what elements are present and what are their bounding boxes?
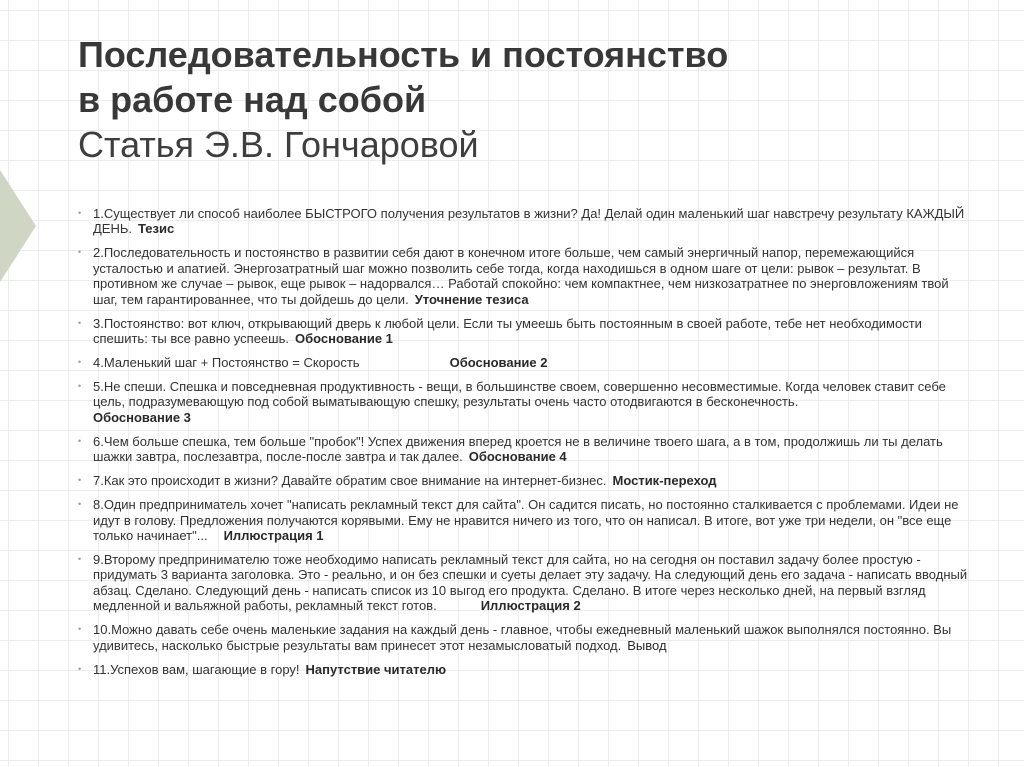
item-tag: Иллюстрация 1 [223, 528, 324, 544]
list-item [78, 622, 968, 653]
list-item [78, 245, 968, 307]
list-item [78, 379, 968, 425]
list-item [78, 355, 968, 370]
item-tag: Обоснование 3 [93, 409, 191, 425]
item-tag: Тезис [138, 221, 175, 237]
item-tag: Обоснование 2 [449, 355, 548, 371]
list-item [78, 206, 968, 237]
item-text: 8.Один предприниматель хочет "написать рекламный текст для сайта". Он садится писать, но постоянно сталкивается с проблемами. Идеи не идут в голову. Предложения получаются корявыми. Ему не нравится ничего из того, что он написал. В итоге, вот уже три недели, он "все еще только начинает"... [93, 497, 959, 544]
bullet-icon: • [78, 381, 82, 392]
list-item [78, 316, 968, 347]
title-line-1: Последовательность и постоянство [78, 34, 729, 75]
list-item [78, 662, 968, 677]
item-tag: Обоснование 1 [294, 331, 393, 347]
item-tag: Обоснование 4 [468, 449, 567, 465]
item-text: 2.Последовательность и постоянство в развитии себя дают в конечном итоге больше, чем самый энергичный напор, перемежающийся усталостью и апатией. Энергозатратный шаг можно позволить себе тогда, когда находишься в одном шаге от цели: рывок – результат. В противном же случае – рывок, еще рывок – надорвался… Работай спокойно: чем компактнее, чем низкозатратнее по энерговложениям твой шаг, тем гарантированнее, что ты дойдешь до цели. [93, 245, 949, 307]
bullet-icon: • [78, 663, 82, 674]
item-text: 9.Второму предпринимателю тоже необходимо написать рекламный текст для сайта, но на сегодня он поставил задачу более простую - придумать 3 варианта заголовка. Это - реально, и он без спешки и суеты делает эту задачу. На следующий день его задача - написать вводный абзац. Сделано. Следующий день - написать список из 10 выгод его продукта. Сделано. В итоге через несколько дней, на первый взгляд медленной и вальяжной работы, рекламный текст готов. [93, 552, 968, 614]
item-tag: Вывод [627, 637, 667, 653]
item-text: 7.Как это происходит в жизни? Давайте обратим свое внимание на интернет-бизнес. [93, 473, 607, 489]
previous-slide-arrow[interactable] [0, 170, 36, 282]
item-text: 1.Существует ли способ наиболее БЫСТРОГО получения результатов в жизни? Да! Делай один маленький шаг навстречу результату КАЖДЫЙ ДЕНЬ. [93, 206, 965, 237]
list-item [78, 434, 968, 465]
bullet-icon: • [78, 435, 82, 446]
title-line-2: в работе над собой [78, 79, 427, 120]
item-tag: Напутствие читателю [305, 661, 447, 677]
bullet-icon: • [78, 208, 82, 218]
bullet-icon: • [78, 475, 82, 486]
list-item [78, 473, 968, 488]
bullet-icon: • [78, 317, 82, 328]
list-item [78, 552, 968, 614]
item-text: 6.Чем больше спешка, тем больше "пробок"! Успех движения вперед кроется не в величине твоего шага, а в том, продолжишь ли ты делать шажки завтра, послезавтра, после-после завтра и так далее. [93, 433, 943, 465]
list-item [78, 497, 968, 543]
item-text: 5.Не спеши. Спешка и повседневная продуктивность - вещи, в большинстве своем, совершенно несовместимые. Когда человек ставит себе цель, подразумевающую под собой выматывающую спешку, результаты очень часто отодвигаются в бесконечность. [93, 379, 946, 410]
item-text: 10.Можно давать себе очень маленькие задания на каждый день - главное, чтобы ежедневный маленький шажок выполнялся постоянно. Вы удивитесь, насколько быстрые результаты вам принесет этот незамысловатый подход. [93, 622, 952, 653]
item-text: 4.Маленький шаг + Постоянство = Скорость [93, 355, 360, 371]
item-tag: Мостик-переход [612, 473, 717, 489]
bullet-icon: • [78, 554, 82, 565]
bullet-icon: • [78, 247, 82, 258]
bullet-icon: • [78, 624, 82, 635]
article-author-subtitle: Статья Э.В. Гончаровой [78, 124, 479, 165]
item-text: 3.Постоянство: вот ключ, открывающий дверь к любой цели. Если ты умеешь быть постоянным в своей работе, тебе нет необходимости спешить: ты все равно успеешь. [93, 315, 922, 347]
item-text: 11.Успехов вам, шагающие в гору! [93, 661, 300, 677]
bullet-icon: • [78, 357, 82, 368]
item-tag: Уточнение тезиса [414, 291, 529, 307]
bullet-icon: • [78, 499, 82, 510]
content-list [78, 206, 968, 686]
item-tag: Иллюстрация 2 [480, 598, 581, 614]
slide-title [78, 32, 978, 168]
